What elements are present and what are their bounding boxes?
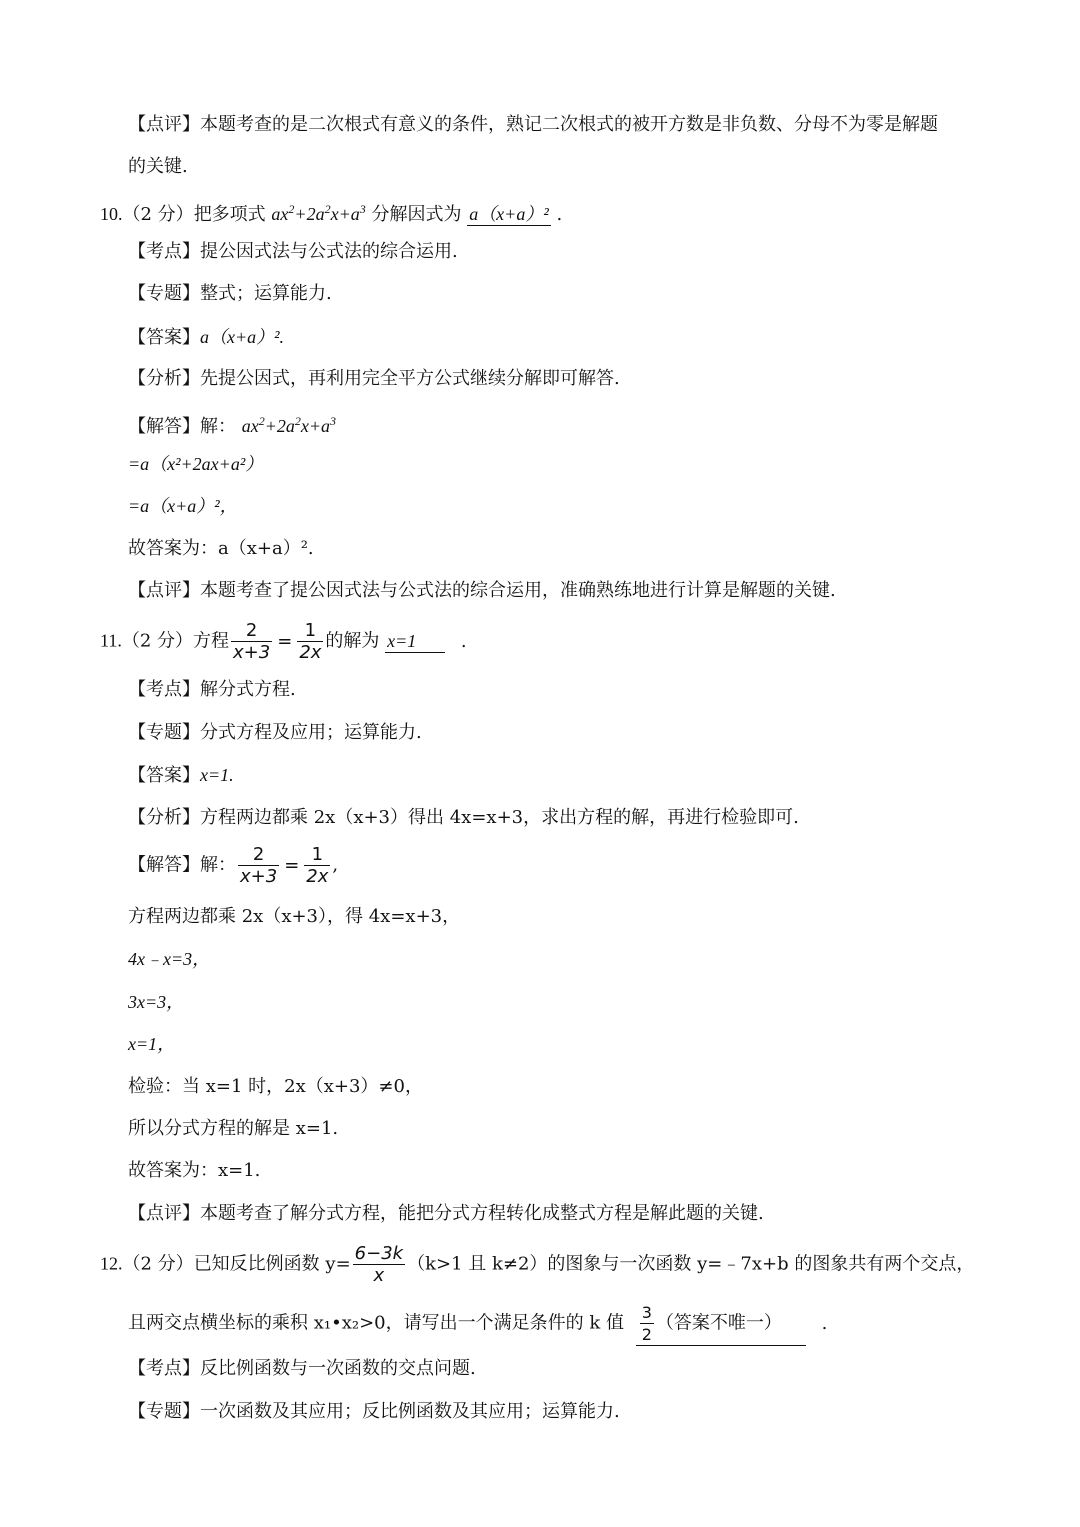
q12-zhuanti: 【专题】一次函数及其应用；反比例函数及其应用；运算能力. xyxy=(128,1401,620,1422)
q11-fenxi: 【分析】方程两边都乘 2x（x+3）得出 4x=x+3，求出方程的解，再进行检验即可. xyxy=(128,807,799,828)
q11-so: 所以分式方程的解是 x=1. xyxy=(128,1118,339,1139)
q12-kaodian: 【考点】反比例函数与一次函数的交点问题. xyxy=(128,1358,476,1379)
q10-kaodian: 【考点】提公因式法与公式法的综合运用. xyxy=(128,241,458,262)
q10-daan: 【答案】a（x+a）². xyxy=(128,327,285,348)
q12-fraction: $\frac{6-3k}{x}$ xyxy=(354,1243,404,1286)
q12-question-line2: 且两交点横坐标的乘积 x₁•x₂>0，请写出一个满足条件的 k 值 $\frac{3}{2}$ （答案不唯一） . xyxy=(128,1303,828,1344)
q10-fenxi: 【分析】先提公因式，再利用完全平方公式继续分解即可解答. xyxy=(128,368,620,389)
q11-step3: 3x=3， xyxy=(128,992,185,1012)
q9-comment-line1: 【点评】本题考查的是二次根式有意义的条件，熟记二次根式的被开方数是非负数、分母不为零是解题 xyxy=(128,114,938,135)
q11-step2: 4x﹣x=3， xyxy=(128,949,211,969)
q11-conclusion: 故答案为：x=1. xyxy=(128,1160,261,1181)
q10-step1: =a（x²+2ax+a²） xyxy=(128,454,264,474)
q12-answer-fraction: $\frac{3}{2}$ xyxy=(641,1303,652,1344)
q11-check: 检验：当 x=1 时，2x（x+3）≠0， xyxy=(128,1076,423,1097)
q11-kaodian: 【考点】解分式方程. xyxy=(128,679,296,700)
q11-fraction-right: $\frac{1}{2x}$ xyxy=(299,620,322,663)
q10-polynomial: $ax^2+2a^2x+a^3$ xyxy=(271,202,366,224)
q11-jieda-fraction-right: $\frac{1}{2x}$ xyxy=(306,844,329,887)
q11-jieda: 【解答】解： $\frac{2}{x+3}$ = $\frac{1}{2x}$ , xyxy=(128,844,339,887)
q10-jieda: 【解答】解： $ax^2+2a^2x+a^3$ xyxy=(128,414,337,437)
q10-zhuanti: 【专题】整式；运算能力. xyxy=(128,283,332,304)
q11-jieda-fraction-left: $\frac{2}{x+3}$ xyxy=(240,844,278,887)
q11-question: 11.（2 分）方程 $\frac{2}{x+3}$ = $\frac{1}{2x}$ 的解为 x=1 . xyxy=(100,620,467,663)
q10-dianping: 【点评】本题考查了提公因式法与公式法的综合运用，准确熟练地进行计算是解题的关键. xyxy=(128,580,836,601)
q10-step2: =a（x+a）²， xyxy=(128,496,238,516)
q12-answer-blank: $\frac{3}{2}$ （答案不唯一） xyxy=(636,1302,806,1346)
q9-comment-line2: 的关键. xyxy=(128,156,188,177)
q11-step1: 方程两边都乘 2x（x+3），得 4x=x+3， xyxy=(128,906,461,927)
q11-dianping: 【点评】本题考查了解分式方程，能把分式方程转化成整式方程是解此题的关键. xyxy=(128,1203,764,1224)
q10-answer-blank: a（x+a）² xyxy=(469,204,549,224)
q11-fraction-left: $\frac{2}{x+3}$ xyxy=(233,620,271,663)
q12-question-line1: 12.（2 分）已知反比例函数 y= $\frac{6-3k}{x}$ （k>1 且 k≠2）的图象与一次函数 y=﹣7x+b 的图象共有两个交点， xyxy=(100,1243,975,1286)
q11-zhuanti: 【专题】分式方程及应用；运算能力. xyxy=(128,722,422,743)
q10-question: 10.（2 分）把多项式 $ax^2+2a^2x+a^3$ 分解因式为 a（x+a）² . xyxy=(100,202,563,225)
q10-conclusion: 故答案为：a（x+a）². xyxy=(128,538,314,559)
q11-daan: 【答案】x=1. xyxy=(128,765,234,786)
q11-answer-blank: x=1 xyxy=(385,630,445,653)
q10-jieda-expression: $ax^2+2a^2x+a^3$ xyxy=(241,414,337,436)
q11-step4: x=1， xyxy=(128,1034,176,1054)
